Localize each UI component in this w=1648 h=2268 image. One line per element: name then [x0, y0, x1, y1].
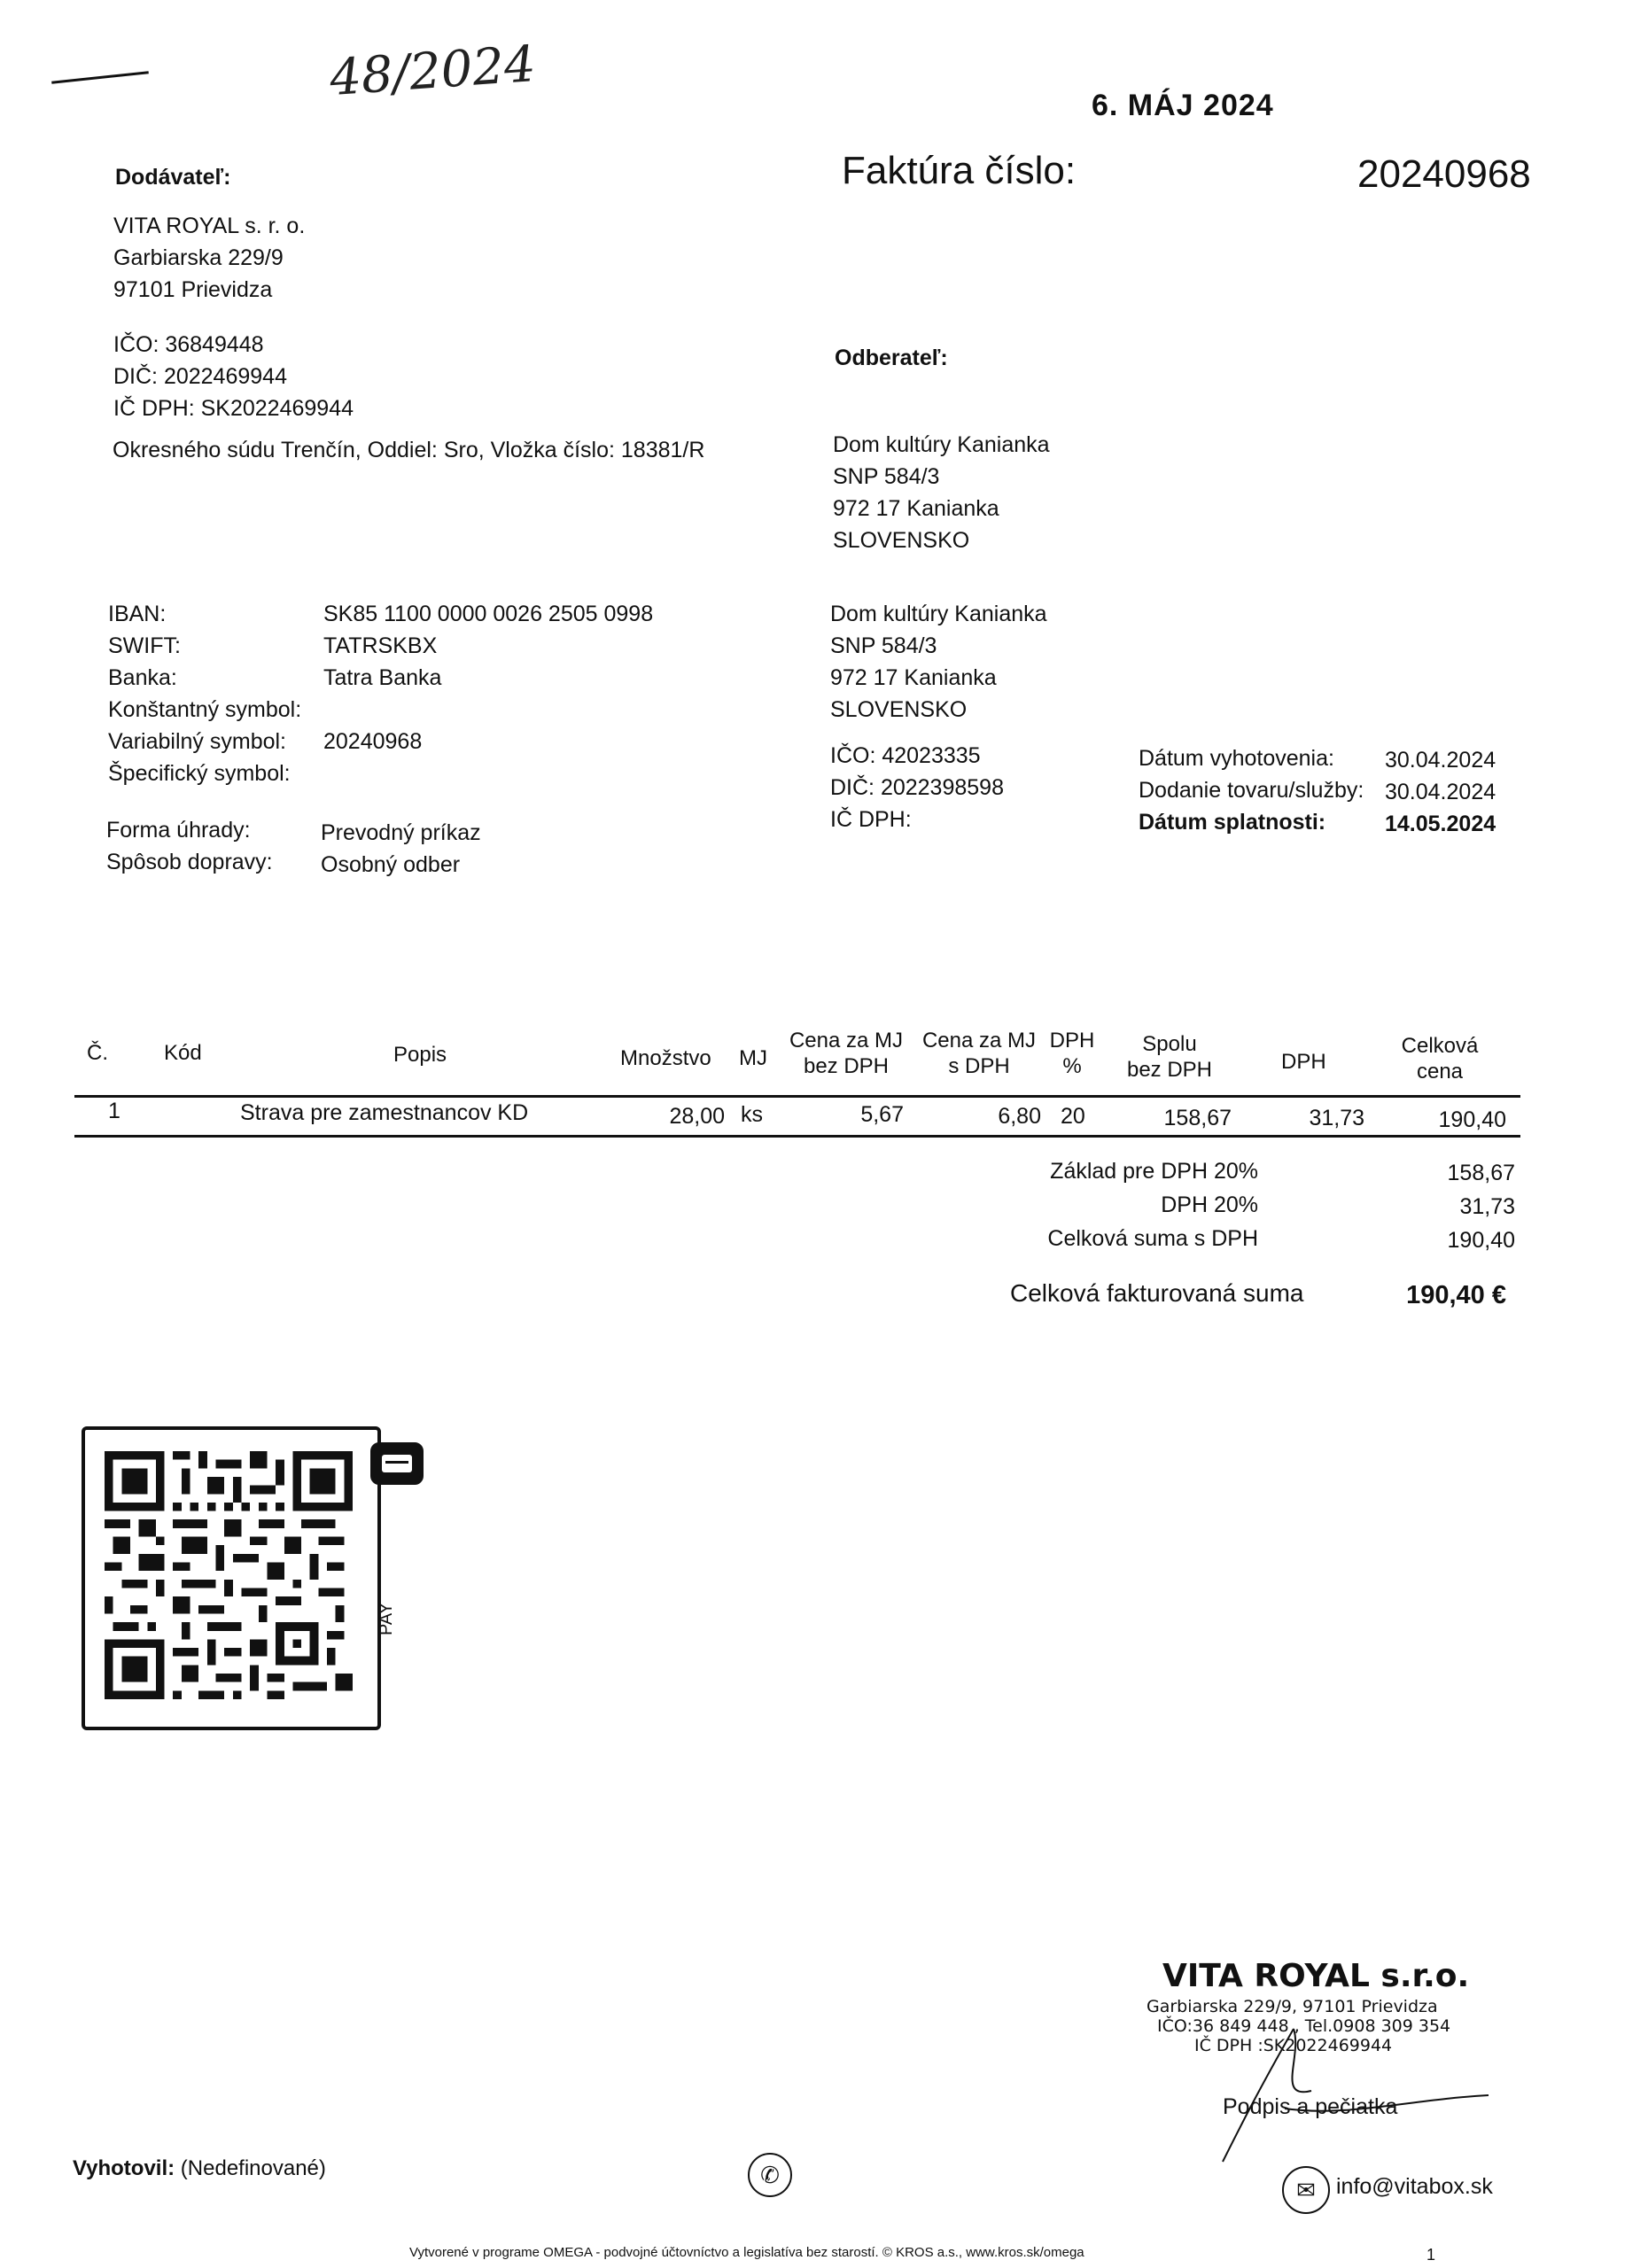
- customer-address-line: SLOVENSKO: [833, 528, 970, 553]
- supplier-ico: IČO: 36849448: [113, 332, 264, 357]
- vat-base-value: 158,67: [1447, 1161, 1515, 1185]
- signature-mark: [1205, 1993, 1506, 2171]
- col-header-line: bez DPH: [1126, 1058, 1213, 1082]
- swift-label: SWIFT:: [108, 633, 181, 658]
- contact-email: info@vitabox.sk: [1336, 2174, 1493, 2199]
- customer-dic: DIČ: 2022398598: [830, 775, 1004, 800]
- invoice-number: 20240968: [1357, 152, 1531, 196]
- issue-date-label: Dátum vyhotovenia:: [1139, 746, 1334, 771]
- date-labels: [1139, 742, 1364, 838]
- col-header-line: bez DPH: [803, 1054, 890, 1078]
- col-header-price-in: [913, 1028, 1046, 1079]
- pay-qr-code: [82, 1426, 381, 1730]
- iban-value: SK85 1100 0000 0026 2505 0998: [323, 602, 654, 626]
- customer-delivery-address: [830, 598, 1047, 726]
- delivery-date: 30.04.2024: [1385, 780, 1496, 804]
- supplier-heading: Dodávateľ:: [115, 165, 231, 190]
- received-date-stamp: 6. MÁJ 2024: [1092, 89, 1274, 122]
- due-date: 14.05.2024: [1385, 812, 1496, 836]
- card-shape: [382, 1455, 412, 1472]
- delivery-address-line: Dom kultúry Kanianka: [830, 602, 1047, 626]
- delivery-address-line: SNP 584/3: [830, 633, 937, 658]
- vat-amount-label: DPH 20%: [1161, 1192, 1258, 1217]
- customer-tax-ids: [830, 740, 1004, 835]
- signature-label: Podpis a pečiatka: [1223, 2094, 1398, 2119]
- col-header-line: Cena za MJ: [921, 1029, 1037, 1052]
- customer-address: [833, 429, 1050, 556]
- variable-symbol-value: 20240968: [323, 729, 423, 754]
- stamp-ids: IČO:36 849 448 , Tel.0908 309 354: [1157, 2016, 1451, 2036]
- cell-no: 1: [108, 1099, 120, 1123]
- iban-label: IBAN:: [108, 602, 167, 626]
- cell-unit: ks: [741, 1102, 763, 1127]
- prepared-by-label: Vyhotovil:: [73, 2156, 175, 2180]
- invoice-title: Faktúra číslo:: [842, 149, 1077, 192]
- phone-icon: ✆: [748, 2153, 792, 2197]
- cell-desc: Strava pre zamestnancov KD: [240, 1100, 529, 1125]
- delivery-address-line: SLOVENSKO: [830, 697, 968, 722]
- supplier-name: VITA ROYAL s. r. o.: [113, 214, 306, 238]
- delivery-date-label: Dodanie tovaru/služby:: [1139, 778, 1364, 803]
- cell-vat-pct: 20: [1061, 1104, 1085, 1129]
- col-header-line: Cena za MJ: [789, 1029, 904, 1052]
- due-date-label: Dátum splatnosti:: [1139, 810, 1326, 835]
- vat-base-label: Základ pre DPH 20%: [1050, 1159, 1258, 1184]
- col-header-price-ex: [780, 1028, 913, 1079]
- supplier-city: 97101 Prievidza: [113, 277, 273, 302]
- cell-price-ex: 5,67: [860, 1102, 904, 1127]
- col-header-total: [1382, 1033, 1497, 1084]
- col-header-vat: DPH: [1281, 1050, 1326, 1074]
- customer-address-line: 972 17 Kanianka: [833, 496, 999, 521]
- specific-symbol-label: Špecifický symbol:: [108, 761, 291, 786]
- col-header-line: Spolu: [1142, 1032, 1197, 1056]
- vat-amount-value: 31,73: [1459, 1194, 1515, 1219]
- payment-form-values: [321, 817, 481, 881]
- customer-address-line: Dom kultúry Kanianka: [833, 432, 1050, 457]
- col-header-line: DPH: [1049, 1029, 1095, 1052]
- stamp-company-name: VITA ROYAL s.r.o.: [1162, 1958, 1470, 1994]
- prepared-by-value: (Nedefinované): [180, 2156, 326, 2180]
- col-header-line: %: [1062, 1054, 1082, 1078]
- col-header-unit: MJ: [739, 1046, 767, 1070]
- customer-icdph: IČ DPH:: [830, 807, 912, 832]
- payment-form: [106, 814, 273, 878]
- total-with-vat-value: 190,40: [1447, 1228, 1515, 1253]
- supplier-dic: DIČ: 2022469944: [113, 364, 287, 389]
- variable-symbol-label: Variabilný symbol:: [108, 729, 287, 754]
- payment-form-label: Forma úhrady:: [106, 818, 251, 843]
- cell-total: 190,40: [1438, 1107, 1506, 1132]
- payment-values: [323, 598, 653, 789]
- software-credit: Vytvorené v programe OMEGA - podvojné účtovníctvo a legislatíva bez starostí. © KROS a.s., www.kros.sk/omega: [409, 2245, 1084, 2260]
- payment-form-value: Prevodný príkaz: [321, 820, 481, 845]
- col-header-desc: Popis: [393, 1043, 447, 1067]
- qr-code-icon: [105, 1451, 353, 1699]
- stamp-address: Garbiarska 229/9, 97101 Prievidza: [1147, 1997, 1438, 2016]
- swift-value: TATRSKBX: [323, 633, 438, 658]
- col-header-vat-pct: [1037, 1028, 1108, 1079]
- supplier-tax-ids: [113, 329, 354, 424]
- payment-card-icon: [370, 1442, 424, 1485]
- specific-symbol-value: [323, 757, 653, 789]
- col-header-total-ex: [1112, 1031, 1227, 1083]
- customer-heading: Odberateľ:: [835, 346, 948, 370]
- supplier-register: Okresného súdu Trenčín, Oddiel: Sro, Vložka číslo: 18381/R: [113, 438, 705, 462]
- invoiced-total-label: Celková fakturovaná suma: [1010, 1279, 1304, 1307]
- invoiced-total-value: 190,40 €: [1406, 1281, 1506, 1309]
- stamp-vat-id: IČ DPH :SK2022469944: [1194, 2036, 1393, 2055]
- page-number: 1: [1426, 2246, 1436, 2264]
- qr-pay-caption: PAY: [377, 1602, 396, 1635]
- supplier-address: [113, 210, 305, 306]
- total-with-vat-label: Celková suma s DPH: [1047, 1226, 1258, 1251]
- issue-date: 30.04.2024: [1385, 748, 1496, 773]
- col-header-code: Kód: [164, 1041, 202, 1065]
- transport-value: Osobný odber: [321, 852, 461, 877]
- pen-stroke: [51, 71, 149, 83]
- bank-value: Tatra Banka: [323, 665, 442, 690]
- cell-total-ex: 158,67: [1163, 1106, 1232, 1130]
- constant-symbol-label: Konštantný symbol:: [108, 697, 302, 722]
- delivery-address-line: 972 17 Kanianka: [830, 665, 997, 690]
- table-header-rule: [74, 1095, 1520, 1098]
- bank-label: Banka:: [108, 665, 177, 690]
- constant-symbol-value: [323, 694, 653, 726]
- col-header-line: s DPH: [948, 1054, 1010, 1078]
- table-row-rule: [74, 1135, 1520, 1138]
- supplier-street: Garbiarska 229/9: [113, 245, 284, 270]
- cell-qty: 28,00: [669, 1104, 725, 1129]
- prepared-by: [73, 2156, 326, 2181]
- customer-ico: IČO: 42023335: [830, 743, 981, 768]
- customer-address-line: SNP 584/3: [833, 464, 940, 489]
- date-values: [1385, 744, 1496, 840]
- handwritten-number: 48/2024: [328, 35, 538, 108]
- col-header-line: Celková: [1401, 1034, 1479, 1058]
- transport-label: Spôsob dopravy:: [106, 850, 273, 874]
- cell-vat: 31,73: [1309, 1106, 1364, 1130]
- col-header-line: cena: [1416, 1060, 1464, 1084]
- col-header-qty: Množstvo: [620, 1046, 711, 1070]
- email-icon: ✉: [1282, 2166, 1330, 2214]
- supplier-icdph: IČ DPH: SK2022469944: [113, 396, 354, 421]
- payment-labels: [108, 598, 301, 789]
- cell-price-in: 6,80: [998, 1104, 1041, 1129]
- col-header-no: Č.: [87, 1041, 108, 1065]
